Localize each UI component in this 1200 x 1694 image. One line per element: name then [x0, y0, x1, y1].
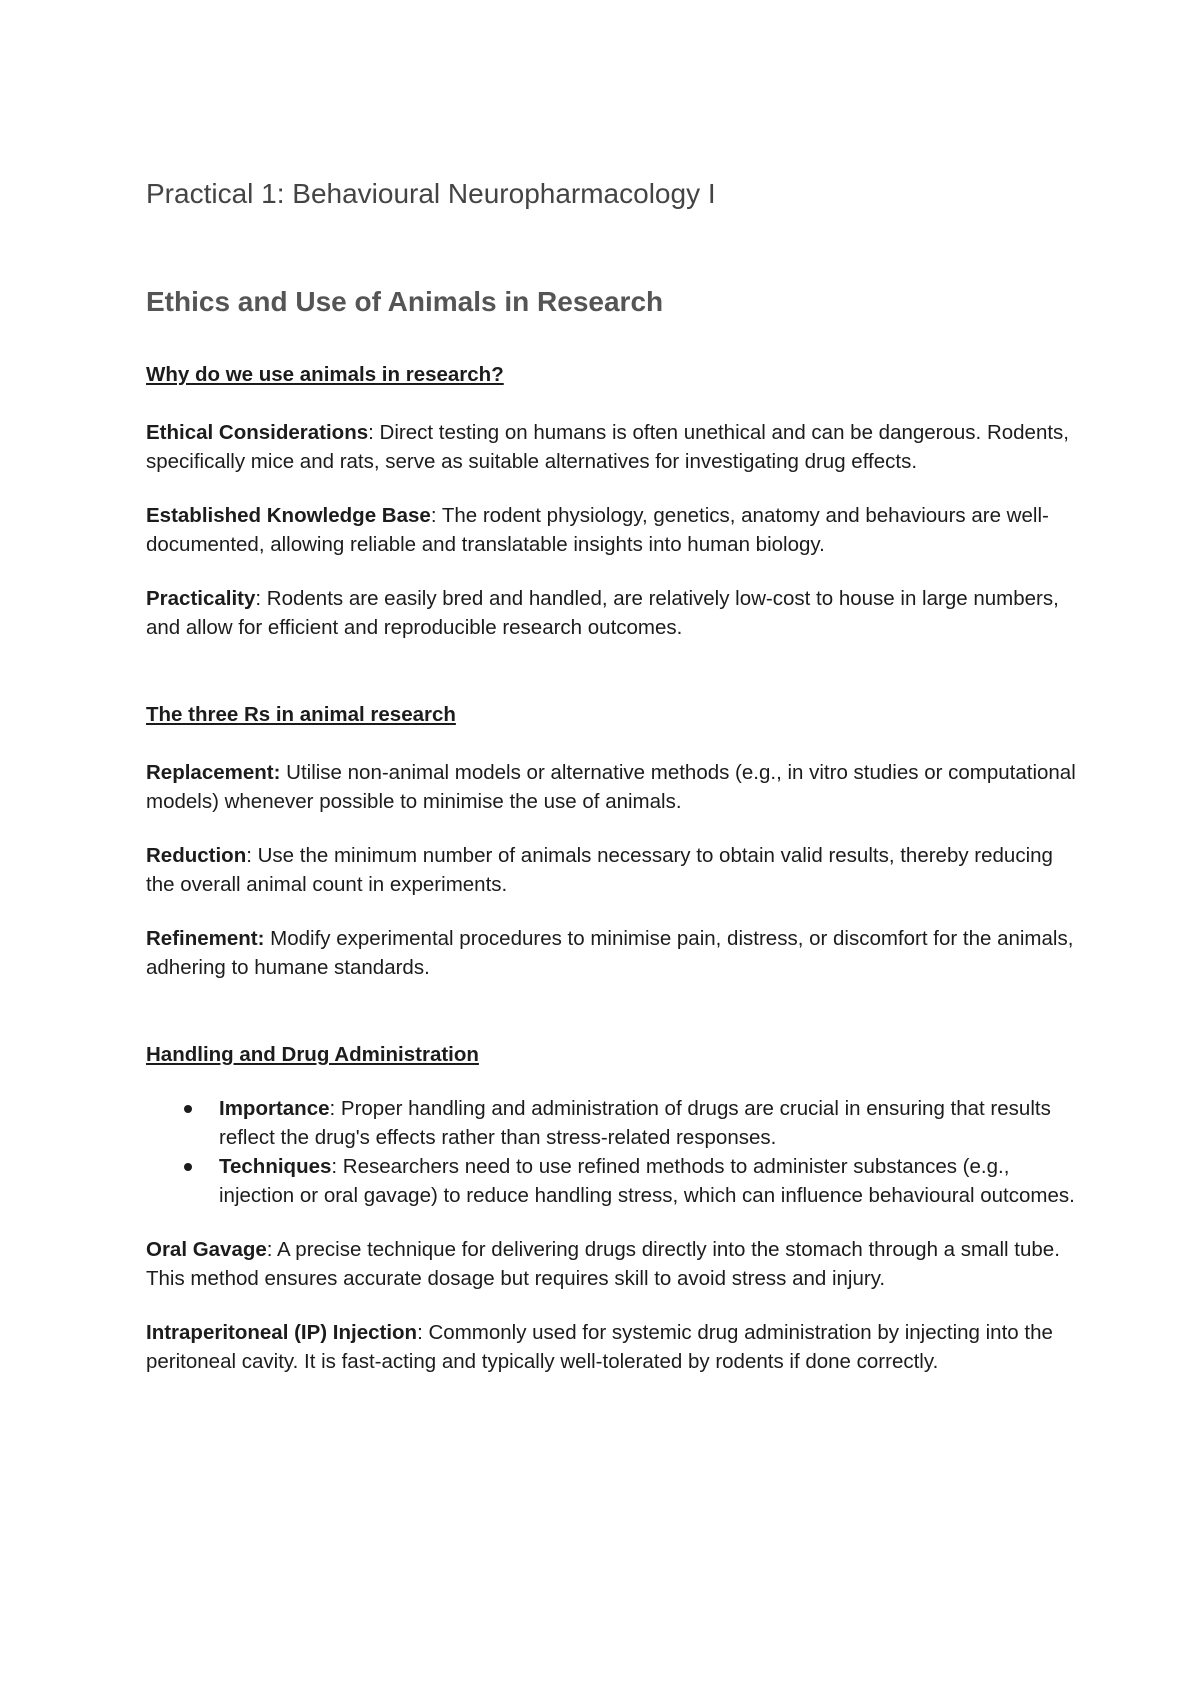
paragraph-text: : A precise technique for delivering drugs directly into the stomach through a small tube. This method ensures accurate dosage but requires skill to avoid stress and injury.: [146, 1238, 1060, 1290]
bullet-icon: [184, 1105, 192, 1113]
paragraph-practicality: [146, 584, 1076, 642]
paragraph-ip-injection: [146, 1318, 1076, 1376]
section-three-rs-heading: The three Rs in animal research: [146, 703, 456, 726]
paragraph-text: : Direct testing on humans is often unethical and can be dangerous. Rodents, specifically mice and rats, serve as suitable alternatives for investigating drug effects.: [146, 421, 1069, 473]
term-label: Practicality: [146, 587, 256, 610]
section-handling-heading: Handling and Drug Administration: [146, 1043, 479, 1066]
paragraph-text: : The rodent physiology, genetics, anatomy and behaviours are well-documented, allowing reliable and translatable insights into human biology.: [146, 504, 1049, 556]
paragraph-reduction: [146, 841, 1076, 899]
paragraph-text: : Use the minimum number of animals necessary to obtain valid results, thereby reducing the overall animal count in experiments.: [146, 844, 1053, 896]
paragraph-refinement: [146, 924, 1076, 982]
term-label: Ethical Considerations: [146, 421, 369, 444]
document-title: Practical 1: Behavioural Neuropharmacology I: [146, 178, 716, 209]
bullet-icon: [184, 1163, 192, 1171]
paragraph-replacement: [146, 758, 1076, 816]
bullet-list: [146, 1094, 1076, 1210]
term-label: Techniques: [219, 1155, 332, 1178]
list-item-text: : Proper handling and administration of drugs are crucial in ensuring that results reflect the drug's effects rather than stress-related responses.: [219, 1097, 1051, 1149]
term-label: Refinement:: [146, 927, 265, 950]
term-label: Established Knowledge Base: [146, 504, 431, 527]
paragraph-ethical-considerations: [146, 418, 1076, 476]
paragraph-oral-gavage: [146, 1235, 1076, 1293]
paragraph-text: : Rodents are easily bred and handled, are relatively low-cost to house in large numbers, and allow for efficient and reproducible research outcomes.: [146, 587, 1059, 639]
list-item-techniques: [146, 1152, 1076, 1210]
section-why-heading: Why do we use animals in research?: [146, 363, 504, 386]
term-label: Replacement:: [146, 761, 281, 784]
term-label: Oral Gavage: [146, 1238, 267, 1261]
document-heading: Ethics and Use of Animals in Research: [146, 286, 664, 317]
paragraph-text: Modify experimental procedures to minimise pain, distress, or discomfort for the animals, adhering to humane standards.: [146, 927, 1074, 979]
document-body: [146, 360, 1076, 1376]
paragraph-established-knowledge: [146, 501, 1076, 559]
term-label: Intraperitoneal (IP) Injection: [146, 1321, 418, 1344]
term-label: Reduction: [146, 844, 247, 867]
list-item-importance: [146, 1094, 1076, 1152]
paragraph-text: Utilise non-animal models or alternative methods (e.g., in vitro studies or computational models) whenever possible to minimise the use of animals.: [146, 761, 1076, 813]
list-item-text: : Researchers need to use refined methods to administer substances (e.g., injection or oral gavage) to reduce handling stress, which can influence behavioural outcomes.: [219, 1155, 1075, 1207]
term-label: Importance: [219, 1097, 330, 1120]
paragraph-text: : Commonly used for systemic drug administration by injecting into the peritoneal cavity. It is fast-acting and typically well-tolerated by rodents if done correctly.: [146, 1321, 1053, 1373]
